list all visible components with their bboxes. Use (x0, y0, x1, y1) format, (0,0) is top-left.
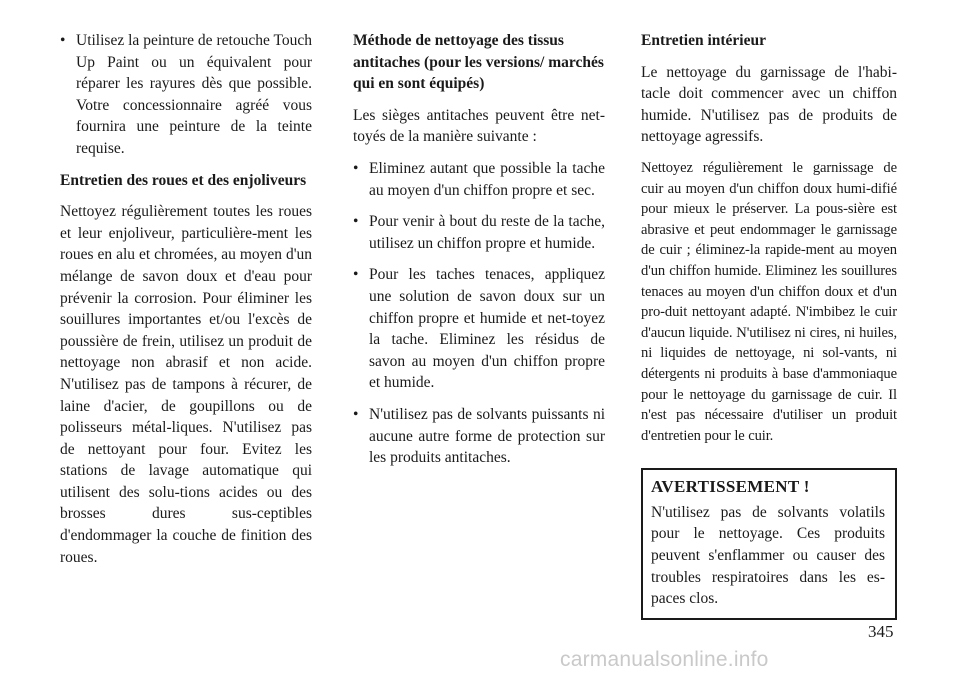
bullet-fabric-2: • Pour venir à bout du reste de la tache, utilisez un chiffon propre et humide. (353, 211, 605, 254)
paragraph-interior-intro: Le nettoyage du garnissage de l'habi-tacle doit commencer avec un chiffon humide. N'utilisez pas de produits de nettoyage agressifs. (641, 63, 897, 146)
paragraph-wheel-care: Nettoyez régulièrement toutes les roues et leur enjoliveur, particulière-ment les roues en alu et chromées, au moyen d'un mélange de savon doux et d'eau pour prévenir la corrosion. Pour éliminer les souillures importantes et/ou l'excès de poussière de frein, utilisez un produit de nettoyage non abrasif et non acide. N'utilisez pas de tampons à récurer, de laine d'acier, de goupillons ou de polisseurs métal-liques. N'utilisez pas de nettoyant pour four. Evitez les stations de lavage automatique qui utilisent des solu-tions acides ou des brosses dures sus-ceptibles d'endommager la couche de finition des roues. (60, 203, 312, 566)
warning-title: AVERTISSEMENT ! (651, 477, 810, 497)
paragraph-fabric-intro: Les sièges antitaches peuvent être net-toyés de la manière suivante : (353, 106, 605, 146)
page-number: 345 (868, 622, 894, 641)
column-middle (353, 30, 605, 479)
heading-interior-care: Entretien intérieur (641, 32, 766, 49)
bullet-list-fabric (353, 158, 605, 469)
heading-wheel-care: Entretien des roues et des enjoliveurs (60, 171, 307, 189)
paragraph-leather-care: Nettoyez régulièrement le garnissage de cuir au moyen d'un chiffon doux humi-difié pour mieux le préserver. La pous-sière est abrasive et peut endommager le garnissage de cuir ; éliminez-la rapide-ment au moyen d'un chiffon humide. Eliminez les souillures tenaces au moyen d'un chiffon doux et d'un pro-duit nettoyant adapté. N'imbibez le cuir d'aucun liquide. N'utilisez ni cires, ni huiles, ni liquides de nettoyage, ni sol-vants, ni détergents ni produits à base d'ammoniaque pour le nettoyage du garnissage de cuir. Il n'est pas nécessaire d'utiliser un produit d'entretien pour le cuir. (641, 159, 897, 444)
warning-text: N'utilisez pas de solvants volatils pour le nettoyage. Ces produits peuvent s'enflammer ou causer des troubles respiratoires dans les es-paces clos. (651, 503, 885, 608)
column-left (60, 30, 312, 578)
column-right (641, 30, 897, 620)
bullet-list-paint (60, 30, 312, 160)
bullet-touch-up-paint: • Utilisez la peinture de retouche Touch Up Paint ou un équivalent pour réparer les rayures dès que possible. Votre concessionnaire agréé vous fournira une peinture de la teinte requise. (60, 30, 312, 160)
bullet-fabric-1: • Eliminez autant que possible la tache au moyen d'un chiffon propre et sec. (353, 158, 605, 201)
watermark-text: carmanualsonline.info (560, 648, 769, 671)
bullet-fabric-3: • Pour les taches tenaces, appliquez une solution de savon doux sur un chiffon propre et humide et net-toyez la tache. Eliminez les résidus de savon au moyen d'un chiffon propre et humide. (353, 264, 605, 394)
warning-box (641, 468, 897, 620)
bullet-fabric-4: • N'utilisez pas de solvants puissants ni aucune autre forme de protection sur les produits antitaches. (353, 404, 605, 469)
heading-fabric-cleaning: Méthode de nettoyage des tissus antitaches (pour les versions/ marchés qui en sont équipés) (353, 32, 604, 93)
